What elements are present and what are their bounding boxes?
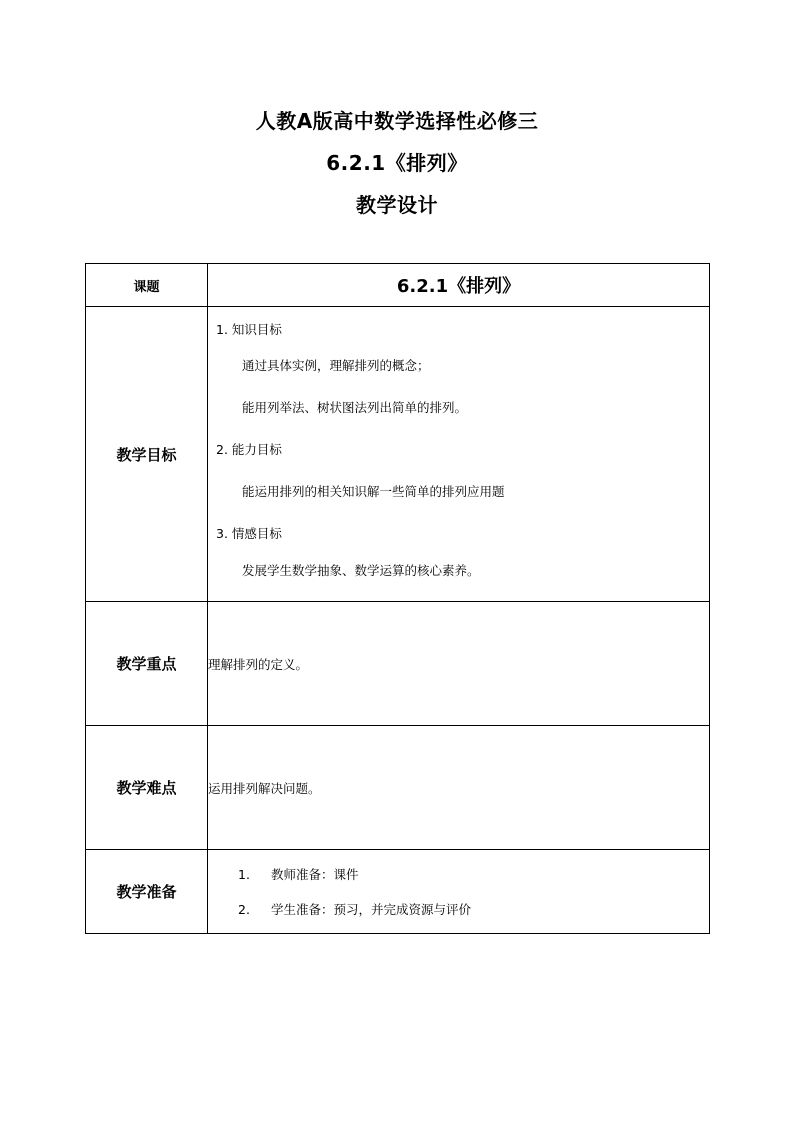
document-header [0,100,794,226]
difficulties-label: 教学难点 [86,726,208,850]
preparation-item [208,889,709,931]
lesson-title: 6.2.1《排列》 [326,151,468,175]
goals-content [208,307,710,602]
key-points-content: 理解排列的定义。 [208,602,710,726]
topic-label: 课题 [86,264,208,307]
key-points-label: 教学重点 [86,602,208,726]
goals-row [86,307,710,602]
document-subtitle: 教学设计 [356,193,438,217]
preparation-row [86,850,710,934]
preparation-item-number: 1. [238,866,250,882]
topic-value: 6.2.1《排列》 [208,264,710,307]
difficulties-row [86,726,710,850]
goal-heading: 3. 情感目标 [216,526,282,541]
key-points-row [86,602,710,726]
document-title: 人教A版高中数学选择性必修三 [255,109,539,133]
goal-heading: 1. 知识目标 [216,322,282,337]
preparation-label: 教学准备 [86,850,208,934]
goals-label: 教学目标 [86,307,208,602]
difficulties-content: 运用排列解决问题。 [208,726,710,850]
preparation-item-text: 教师准备：课件 [271,866,359,882]
lesson-plan-table [85,263,710,934]
goal-item: 能用列举法、树状图法列出简单的排列。 [242,400,468,415]
preparation-item-text: 学生准备：预习，并完成资源与评价 [271,901,472,917]
goal-heading: 2. 能力目标 [216,442,282,457]
goal-item: 发展学生数学抽象、数学运算的核心素养。 [242,563,480,578]
preparation-item [208,853,709,889]
topic-row [86,264,710,307]
goal-item: 通过具体实例，理解排列的概念； [242,358,430,373]
preparation-content [208,850,710,934]
preparation-item-number: 2. [238,901,250,917]
goal-item: 能运用排列的相关知识解一些简单的排列应用题 [242,484,505,499]
